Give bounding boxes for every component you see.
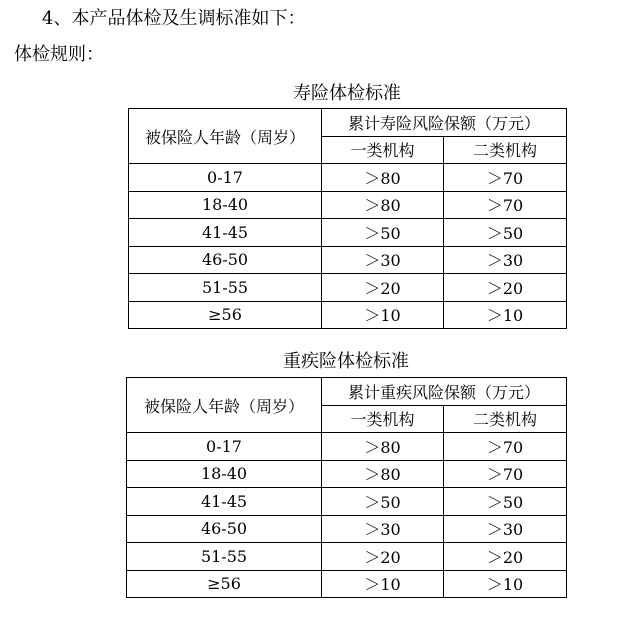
class2-cell: ＞70 (444, 164, 567, 192)
amount-header-cell: 累计寿险风险保额（万元） (322, 109, 567, 137)
ci-exam-table (126, 377, 567, 598)
age-cell: 51-55 (127, 543, 322, 571)
age-cell: 0-17 (127, 433, 322, 461)
table-row (127, 433, 567, 461)
class1-cell: ＞10 (322, 570, 444, 598)
table-row (127, 543, 567, 571)
table-header-row (127, 378, 567, 406)
class1-cell: ＞80 (322, 164, 444, 192)
age-cell: 51-55 (129, 274, 322, 302)
rules-heading: 体检规则： (14, 44, 104, 65)
class1-cell: ＞20 (322, 543, 444, 571)
table-row (127, 570, 567, 598)
class2-cell: ＞70 (444, 460, 567, 488)
amount-header-cell: 累计重疾风险保额（万元） (322, 378, 567, 406)
age-cell: 18-40 (129, 191, 322, 219)
class2-cell: ＞50 (444, 488, 567, 516)
table-row (129, 191, 567, 219)
class2-cell: ＞50 (444, 219, 567, 247)
age-cell: 18-40 (127, 460, 322, 488)
class2-cell: ＞20 (444, 543, 567, 571)
class1-cell: ＞50 (322, 219, 444, 247)
class2-cell: ＞30 (444, 515, 567, 543)
class1-header-cell: 一类机构 (322, 136, 444, 164)
table-row (129, 164, 567, 192)
life-exam-table (128, 108, 567, 329)
table-row (129, 246, 567, 274)
class1-cell: ＞20 (322, 274, 444, 302)
age-cell: 46-50 (129, 246, 322, 274)
table-row (129, 274, 567, 302)
class2-header-cell: 二类机构 (444, 405, 567, 433)
ci-table-title: 重疾险体检标准 (283, 351, 409, 372)
class2-cell: ＞70 (444, 433, 567, 461)
age-cell: ≥56 (129, 301, 322, 329)
class1-cell: ＞50 (322, 488, 444, 516)
table-row (127, 460, 567, 488)
class2-cell: ＞30 (444, 246, 567, 274)
table-row (129, 301, 567, 329)
life-table-title: 寿险体检标准 (293, 83, 401, 104)
class2-cell: ＞10 (444, 301, 567, 329)
class1-cell: ＞30 (322, 246, 444, 274)
age-cell: 41-45 (129, 219, 322, 247)
class1-cell: ＞80 (322, 433, 444, 461)
class2-cell: ＞70 (444, 191, 567, 219)
class2-cell: ＞10 (444, 570, 567, 598)
age-header-cell: 被保险人年龄（周岁） (129, 109, 322, 164)
class2-header-cell: 二类机构 (444, 136, 567, 164)
class1-cell: ＞30 (322, 515, 444, 543)
table-row (129, 219, 567, 247)
table-row (127, 515, 567, 543)
age-header-cell: 被保险人年龄（周岁） (127, 378, 322, 433)
age-cell: ≥56 (127, 570, 322, 598)
age-cell: 46-50 (127, 515, 322, 543)
table-header-row (129, 109, 567, 137)
class1-header-cell: 一类机构 (322, 405, 444, 433)
section-item-heading: 4、本产品体检及生调标准如下： (42, 8, 306, 29)
class1-cell: ＞10 (322, 301, 444, 329)
age-cell: 41-45 (127, 488, 322, 516)
table-row (127, 488, 567, 516)
class2-cell: ＞20 (444, 274, 567, 302)
age-cell: 0-17 (129, 164, 322, 192)
class1-cell: ＞80 (322, 460, 444, 488)
class1-cell: ＞80 (322, 191, 444, 219)
